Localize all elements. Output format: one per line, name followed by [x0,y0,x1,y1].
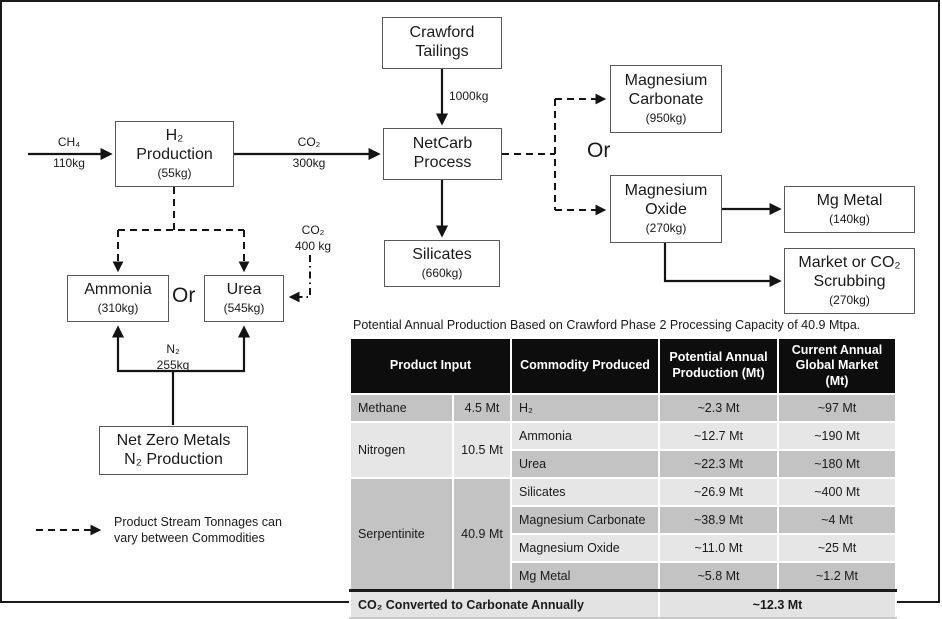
node-amount: (950kg) [645,111,687,126]
flow-label-mass: 255kg [156,357,190,372]
flow-label-mass: 300kg [292,155,326,170]
node-label: Urea [226,281,262,299]
node-label: H₂ [165,127,184,145]
node-label: Silicates [412,246,472,264]
cell-tonnage: 10.5 Mt [453,422,511,478]
node-magnesium-oxide [610,175,722,243]
node-net-zero-metals [99,426,248,475]
node-label: N₂ Production [124,450,223,468]
node-netcarb-process [383,128,502,180]
node-crawford-tailings [382,17,502,69]
table-row [350,478,896,506]
cell-commodity: Magnesium Oxide [511,534,659,562]
cell-market: ~180 Mt [778,450,896,478]
footer-label: CO₂ Converted to Carbonate Annually [350,591,659,619]
flow-label-mass: 400 kg [294,238,332,253]
node-label: Crawford [409,24,475,42]
node-market-or-co2-scrubbing [784,248,915,314]
node-ammonia [67,275,169,322]
flow-label-n2-255 [145,343,201,373]
node-label: Mg Metal [816,192,883,210]
or-label-left: Or [172,284,196,307]
node-h2-production [115,121,234,187]
flow-label-species: N₂ [166,342,180,356]
node-label: Oxide [645,201,687,219]
cell-input: Methane [350,394,453,422]
node-label: Ammonia [84,281,152,299]
node-label: Scrubbing [813,273,886,291]
node-mg-metal [784,186,915,233]
cell-commodity: Mg Metal [511,562,659,591]
header-current-annual-global-market: Current Annual Global Market (Mt) [778,338,896,394]
cell-production: ~11.0 Mt [659,534,778,562]
table-row [350,422,896,450]
footer-value: ~12.3 Mt [659,591,896,619]
flow-label-species: CO₂ [297,135,321,149]
legend-line: Product Stream Tonnages can [114,515,282,529]
table-footer-row [350,591,896,619]
flow-label-co2-400 [285,224,341,254]
node-label: Net Zero Metals [116,431,231,449]
node-urea [204,275,284,322]
cell-production: ~38.9 Mt [659,506,778,534]
flow-label-co2-300 [281,136,337,171]
production-table [349,337,897,619]
cell-production: ~2.3 Mt [659,394,778,422]
cell-production: ~12.7 Mt [659,422,778,450]
cell-tonnage: 4.5 Mt [453,394,511,422]
node-label: Production [136,146,213,164]
table-row [350,394,896,422]
cell-input: Nitrogen [350,422,453,478]
node-label: Market or CO₂ [798,254,901,272]
cell-production: ~5.8 Mt [659,562,778,591]
table-title: Potential Annual Production Based on Crawford Phase 2 Processing Capacity of 40.9 Mtpa. [353,318,861,332]
node-amount: (545kg) [223,301,265,316]
node-label: Magnesium [624,182,708,200]
header-commodity-produced: Commodity Produced [511,338,659,394]
node-label: Process [413,154,472,171]
node-label: Magnesium [624,72,708,90]
cell-market: ~190 Mt [778,422,896,450]
node-amount: (310kg) [97,301,139,316]
cell-market: ~4 Mt [778,506,896,534]
node-label: NetCarb [412,135,473,153]
flow-label-species: CH₄ [57,135,81,149]
header-potential-annual-production: Potential Annual Production (Mt) [659,338,778,394]
flow-label-ch4 [40,136,98,171]
cell-commodity: Urea [511,450,659,478]
cell-input: Serpentinite [350,478,453,591]
cell-market: ~97 Mt [778,394,896,422]
flow-label-species: CO₂ [301,223,325,237]
cell-production: ~22.3 Mt [659,450,778,478]
node-amount: (660kg) [421,266,463,281]
node-label: Tailings [415,43,469,60]
legend-line: vary between Commodities [114,530,265,545]
node-amount: (140kg) [829,212,870,227]
node-amount: (270kg) [645,221,687,236]
node-amount: (55kg) [157,166,192,181]
cell-market: ~400 Mt [778,478,896,506]
legend [114,515,314,547]
dashdot-arrow-co2-to-urea [292,255,310,297]
node-label: Carbonate [628,91,704,109]
node-magnesium-carbonate [610,65,722,133]
cell-commodity: Silicates [511,478,659,506]
cell-tonnage: 40.9 Mt [453,478,511,591]
flow-label-1000kg: 1000kg [449,89,489,103]
or-label-right: Or [587,139,611,162]
cell-commodity: Ammonia [511,422,659,450]
cell-commodity: Magnesium Carbonate [511,506,659,534]
arrow-mgoxide-to-market [665,243,778,281]
node-amount: (270kg) [829,293,870,308]
cell-production: ~26.9 Mt [659,478,778,506]
table-header-row [350,338,896,394]
header-product-input: Product Input [350,338,511,394]
cell-market: ~1.2 Mt [778,562,896,591]
node-silicates [384,240,500,287]
flow-label-mass: 110kg [53,155,85,170]
cell-market: ~25 Mt [778,534,896,562]
cell-commodity: H₂ [511,394,659,422]
